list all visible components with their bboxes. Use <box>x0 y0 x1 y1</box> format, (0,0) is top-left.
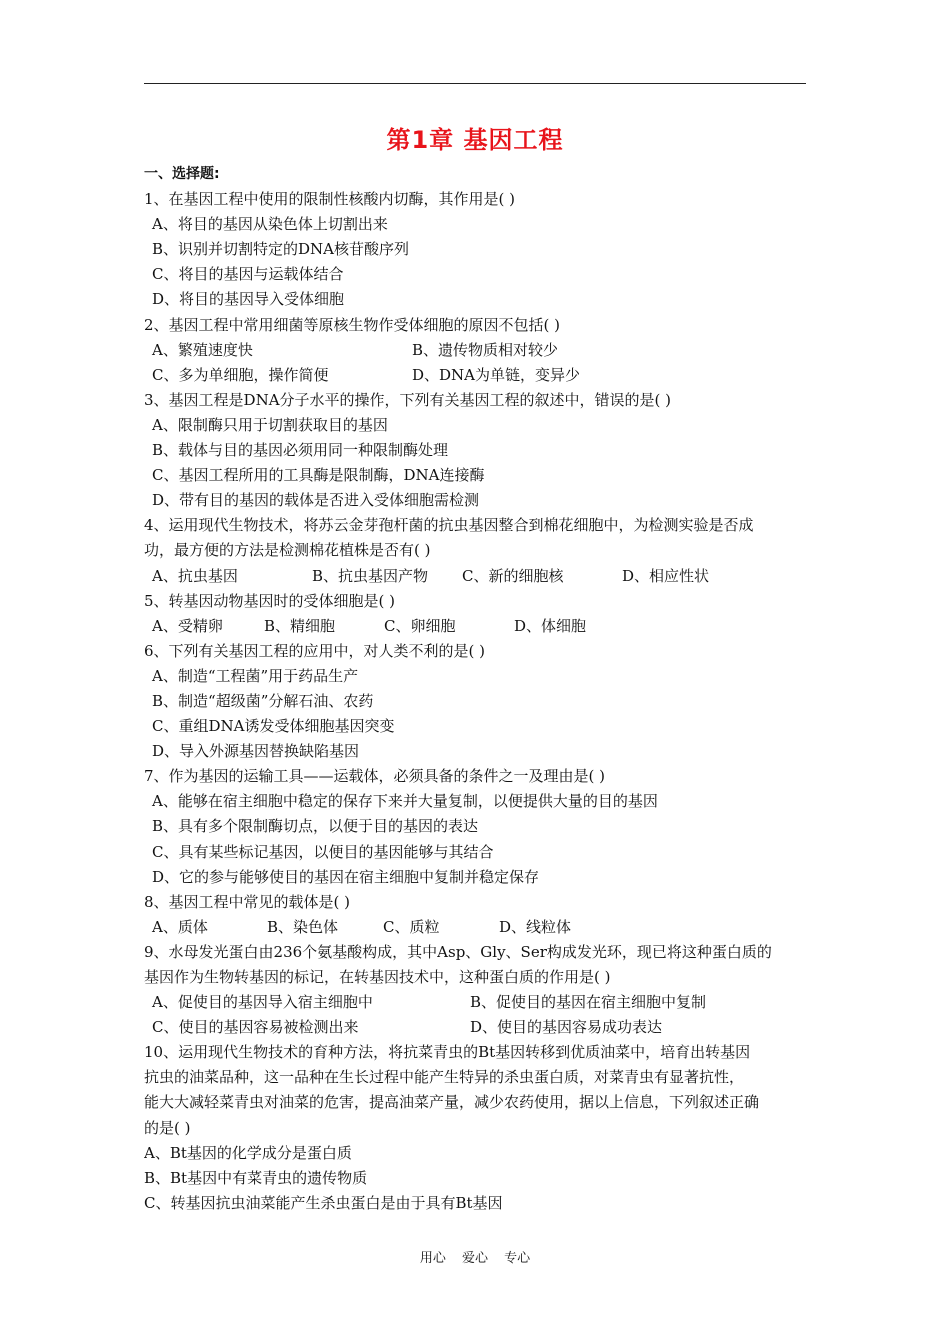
options-9cd <box>144 1015 810 1040</box>
option-1c: C、将目的基因与运载体结合 <box>152 265 344 284</box>
option-5c: C、卵细胞 <box>384 616 456 635</box>
section-heading: 一、选择题: <box>144 166 220 182</box>
option-1a: A、将目的基因从染色体上切割出来 <box>152 215 388 234</box>
question-8: 8、基因工程中常见的载体是( ) <box>144 892 351 911</box>
option-8c: C、质粒 <box>383 917 440 936</box>
options-5 <box>144 614 810 639</box>
question-9-line2: 基因作为生物转基因的标记，在转基因技术中，这种蛋白质的作用是( ) <box>144 968 611 986</box>
option-6a: A、制造“工程菌”用于药品生产 <box>152 666 359 685</box>
header-rule <box>144 83 806 84</box>
option-8b: B、染色体 <box>267 917 339 936</box>
question-2: 2、基因工程中常用细菌等原核生物作受体细胞的原因不包括( ) <box>144 315 561 334</box>
option-4d: D、相应性状 <box>622 566 710 585</box>
option-2c: C、多为单细胞，操作简便 <box>152 365 329 384</box>
question-10-line3: 能大大减轻菜青虫对油菜的危害，提高油菜产量，减少农药使用，据以上信息，下列叙述正确 <box>144 1093 760 1112</box>
question-1: 1、在基因工程中使用的限制性核酸内切酶，其作用是( ) <box>144 190 516 209</box>
option-2b: B、遗传物质相对较少 <box>412 340 559 359</box>
question-10-line4: 的是( ) <box>144 1118 191 1137</box>
question-5: 5、转基因动物基因时的受体细胞是( ) <box>144 591 396 610</box>
options-9ab <box>144 990 810 1015</box>
question-7: 7、作为基因的运输工具——运载体，必须具备的条件之一及理由是( ) <box>144 767 606 786</box>
option-5a: A、受精卵 <box>152 616 223 635</box>
question-10-line1: 10、运用现代生物技术的育种方法，将抗菜青虫的Bt基因转移到优质油菜中，培育出转基因 <box>144 1043 751 1062</box>
option-6b: B、制造“超级菌”分解石油、农药 <box>152 691 374 710</box>
option-9c: C、使目的基因容易被检测出来 <box>152 1018 359 1037</box>
option-7c: C、具有某些标记基因，以便目的基因能够与其结合 <box>152 842 494 861</box>
option-10c: C、转基因抗虫油菜能产生杀虫蛋白是由于具有Bt基因 <box>144 1193 503 1212</box>
option-4b: B、抗虫基因产物 <box>312 566 429 585</box>
option-10b: B、Bt基因中有菜青虫的遗传物质 <box>144 1168 368 1187</box>
option-1d: D、将目的基因导入受体细胞 <box>152 290 345 309</box>
question-3: 3、基因工程是DNA分子水平的操作，下列有关基因工程的叙述中，错误的是( ) <box>144 390 672 409</box>
option-4c: C、新的细胞核 <box>462 566 564 585</box>
chapter-title: 第1章 基因工程 <box>386 126 564 154</box>
question-6: 6、下列有关基因工程的应用中，对人类不利的是( ) <box>144 641 486 660</box>
option-3c: C、基因工程所用的工具酶是限制酶，DNA连接酶 <box>152 466 485 485</box>
option-3a: A、限制酶只用于切割获取目的基因 <box>152 415 388 434</box>
option-7b: B、具有多个限制酶切点，以便于目的基因的表达 <box>152 817 479 836</box>
option-9a: A、促使目的基因导入宿主细胞中 <box>152 993 373 1012</box>
options-2ab <box>144 338 810 363</box>
option-9b: B、促使目的基因在宿主细胞中复制 <box>470 993 707 1012</box>
option-9d: D、使目的基因容易成功表达 <box>470 1018 663 1037</box>
option-3b: B、载体与目的基因必须用同一种限制酶处理 <box>152 441 449 460</box>
option-2d: D、DNA为单链，变异少 <box>412 365 581 384</box>
option-3d: D、带有目的基因的载体是否进入受体细胞需检测 <box>152 491 480 510</box>
option-8d: D、线粒体 <box>499 917 572 936</box>
options-2cd <box>144 363 810 388</box>
question-4-line1: 4、运用现代生物技术，将苏云金芽孢杆菌的抗虫基因整合到棉花细胞中，为检测实验是否成 <box>144 516 754 535</box>
options-4 <box>144 564 810 589</box>
option-7a: A、能够在宿主细胞中稳定的保存下来并大量复制，以便提供大量的目的基因 <box>152 792 658 811</box>
option-10a: A、Bt基因的化学成分是蛋白质 <box>144 1143 352 1162</box>
page-footer: 用心 爱心 专心 <box>419 1251 531 1266</box>
option-2a: A、繁殖速度快 <box>152 340 253 359</box>
option-4a: A、抗虫基因 <box>152 566 238 585</box>
options-8 <box>144 915 810 940</box>
question-9-line1: 9、水母发光蛋白由236个氨基酸构成，其中Asp、Gly、Ser构成发光环，现已将这种蛋白质的 <box>144 942 772 961</box>
question-4-line2: 功，最方便的方法是检测棉花植株是否有( ) <box>144 541 431 560</box>
option-7d: D、它的参与能够使目的基因在宿主细胞中复制并稳定保存 <box>152 867 540 886</box>
option-5d: D、体细胞 <box>514 616 587 635</box>
option-6d: D、导入外源基因替换缺陷基因 <box>152 742 360 761</box>
question-list <box>144 162 810 1216</box>
question-10-line2: 抗虫的油菜品种，这一品种在生长过程中能产生特异的杀虫蛋白质，对菜青虫有显著抗性， <box>144 1068 745 1087</box>
option-5b: B、精细胞 <box>264 616 336 635</box>
option-1b: B、识别并切割特定的DNA核苷酸序列 <box>152 240 410 259</box>
option-8a: A、质体 <box>152 917 208 936</box>
option-6c: C、重组DNA诱发受体细胞基因突变 <box>152 717 395 736</box>
